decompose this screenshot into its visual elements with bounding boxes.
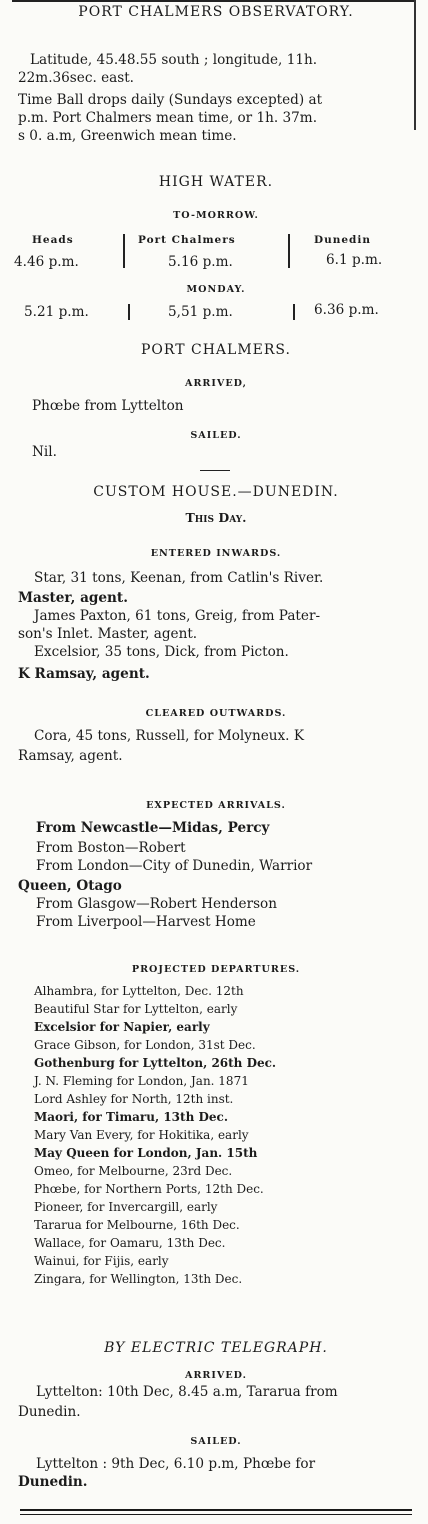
telegraph-arrived-line: Dunedin. bbox=[18, 1404, 81, 1420]
cleared-line: Ramsay, agent. bbox=[18, 748, 123, 764]
projected-line: Tararua for Melbourne, 16th Dec. bbox=[34, 1218, 240, 1232]
expected-arrivals-label: EXPECTED ARRIVALS. bbox=[146, 800, 286, 811]
expected-line: From Glasgow—Robert Henderson bbox=[36, 896, 277, 912]
observatory-line: Latitude, 45.48.55 south ; longitude, 11h. bbox=[30, 52, 318, 68]
projected-line: Mary Van Every, for Hokitika, early bbox=[34, 1128, 249, 1142]
entered-line: Master, agent. bbox=[18, 590, 128, 606]
heads-column-head: Heads bbox=[32, 234, 74, 246]
expected-line: From London—City of Dunedin, Warrior bbox=[36, 858, 313, 874]
bottom-rule bbox=[20, 1509, 412, 1511]
arrival-entry: Phœbe from Lyttelton bbox=[32, 398, 184, 414]
telegraph-sailed-label: SAILED. bbox=[190, 1436, 242, 1447]
projected-line: Wainui, for Fijis, early bbox=[34, 1254, 169, 1268]
arrived-label: ARRIVED, bbox=[185, 378, 247, 389]
telegraph-sailed-line: Dunedin. bbox=[18, 1474, 88, 1490]
right-column-rule bbox=[414, 0, 416, 130]
entered-line: son's Inlet. Master, agent. bbox=[18, 626, 198, 642]
projected-line: Maori, for Timaru, 13th Dec. bbox=[34, 1110, 228, 1124]
telegraph-arrived-line: Lyttelton: 10th Dec, 8.45 a.m, Tararua from bbox=[36, 1384, 338, 1400]
observatory-line: p.m. Port Chalmers mean time, or 1h. 37m. bbox=[18, 110, 318, 126]
observatory-line: Time Ball drops daily (Sundays excepted) at bbox=[18, 92, 323, 108]
heads-time: 5.21 p.m. bbox=[24, 304, 89, 320]
entered-line: James Paxton, 61 tons, Greig, from Pater- bbox=[34, 608, 321, 624]
bottom-rule bbox=[20, 1514, 412, 1515]
expected-line: Queen, Otago bbox=[18, 878, 122, 894]
dunedin-time: 6.36 p.m. bbox=[314, 302, 379, 318]
tomorrow-label: TO-MORROW. bbox=[173, 210, 259, 221]
custom-house-title: CUSTOM HOUSE.—DUNEDIN. bbox=[93, 484, 339, 500]
projected-line: Alhambra, for Lyttelton, Dec. 12th bbox=[34, 984, 244, 998]
expected-line: From Newcastle—Midas, Percy bbox=[36, 820, 270, 836]
dunedin-column-head: Dunedin bbox=[314, 234, 372, 246]
projected-line: Zingara, for Wellington, 13th Dec. bbox=[34, 1272, 243, 1286]
table-divider bbox=[128, 304, 130, 320]
projected-departures-label: PROJECTED DEPARTURES. bbox=[131, 964, 301, 975]
telegraph-arrived-label: ARRIVED. bbox=[185, 1370, 247, 1381]
projected-line: May Queen for London, Jan. 15th bbox=[34, 1146, 258, 1160]
projected-line: Lord Ashley for North, 12th inst. bbox=[34, 1092, 234, 1106]
observatory-title: PORT CHALMERS OBSERVATORY. bbox=[78, 4, 354, 20]
cleared-outwards-label: CLEARED OUTWARDS. bbox=[145, 708, 287, 719]
projected-line: Beautiful Star for Lyttelton, early bbox=[34, 1002, 238, 1016]
port-chalmers-title: PORT CHALMERS. bbox=[141, 342, 291, 358]
expected-line: From Liverpool—Harvest Home bbox=[36, 914, 256, 930]
port-chalmers-column-head: Port Chalmers bbox=[138, 234, 236, 246]
sailed-label: SAILED. bbox=[190, 430, 242, 441]
entered-inwards-label: ENTERED INWARDS. bbox=[150, 548, 282, 559]
top-rule bbox=[12, 0, 414, 2]
monday-label: MONDAY. bbox=[186, 284, 246, 295]
table-divider bbox=[288, 234, 290, 268]
telegraph-sailed-line: Lyttelton : 9th Dec, 6.10 p.m, Phœbe for bbox=[36, 1456, 316, 1472]
custom-house-subtitle: This Day. bbox=[185, 510, 247, 525]
sailed-entry: Nil. bbox=[32, 444, 57, 460]
heads-time: 4.46 p.m. bbox=[14, 254, 79, 270]
high-water-title: HIGH WATER. bbox=[158, 174, 274, 190]
projected-line: Omeo, for Melbourne, 23rd Dec. bbox=[34, 1164, 233, 1178]
port-chalmers-time: 5.16 p.m. bbox=[168, 254, 233, 270]
section-divider bbox=[200, 470, 230, 471]
table-divider bbox=[293, 304, 295, 320]
entered-line: K Ramsay, agent. bbox=[18, 666, 150, 682]
telegraph-title: BY ELECTRIC TELEGRAPH. bbox=[104, 1340, 328, 1356]
projected-line: Excelsior for Napier, early bbox=[34, 1020, 210, 1034]
port-chalmers-time: 5,51 p.m. bbox=[168, 304, 233, 320]
dunedin-time: 6.1 p.m. bbox=[326, 252, 383, 268]
entered-line: Star, 31 tons, Keenan, from Catlin's River. bbox=[34, 570, 324, 586]
observatory-line: 22m.36sec. east. bbox=[18, 70, 134, 86]
entered-line: Excelsior, 35 tons, Dick, from Picton. bbox=[34, 644, 289, 660]
expected-line: From Boston—Robert bbox=[36, 840, 186, 856]
projected-line: Gothenburg for Lyttelton, 26th Dec. bbox=[34, 1056, 277, 1070]
cleared-line: Cora, 45 tons, Russell, for Molyneux. K bbox=[34, 728, 304, 744]
table-divider bbox=[123, 234, 125, 268]
observatory-line: s 0. a.m, Greenwich mean time. bbox=[18, 128, 237, 144]
projected-line: Phœbe, for Northern Ports, 12th Dec. bbox=[34, 1182, 264, 1196]
projected-line: J. N. Fleming for London, Jan. 1871 bbox=[34, 1074, 249, 1088]
projected-line: Pioneer, for Invercargill, early bbox=[34, 1200, 218, 1214]
projected-line: Wallace, for Oamaru, 13th Dec. bbox=[34, 1236, 226, 1250]
projected-line: Grace Gibson, for London, 31st Dec. bbox=[34, 1038, 256, 1052]
